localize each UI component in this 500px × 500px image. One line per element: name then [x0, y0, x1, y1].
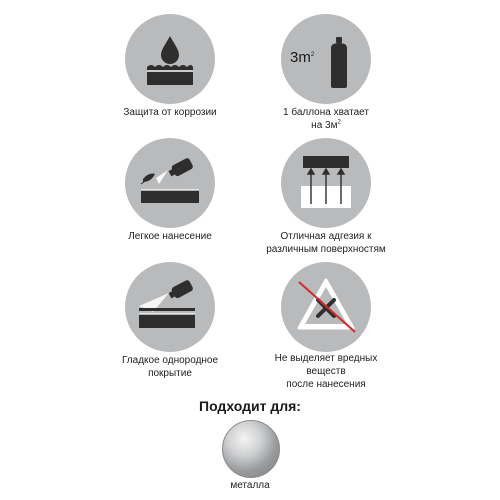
no-hazard-triangle-icon: [281, 262, 371, 352]
feature-label-line: Отличная адгезия к: [280, 231, 372, 242]
spray-feather-icon: [125, 138, 215, 228]
feature-label: [216, 230, 436, 256]
feature-icon-circle: [281, 262, 371, 352]
feature-icon-circle: [281, 14, 371, 104]
feature-icon-circle: [125, 138, 215, 228]
adhesion-arrows-icon: [281, 138, 371, 228]
spray-smooth-coating-icon: [125, 262, 215, 352]
feature-label-line: Защита от коррозии: [123, 107, 217, 118]
feature-label-line: 1 баллона хватает: [283, 107, 369, 118]
feature-label-line: после нанесения: [286, 379, 366, 390]
feature-icon-circle: [281, 138, 371, 228]
water-drop-on-surface-icon: [125, 14, 215, 104]
feature-label-line: покрытие: [148, 368, 192, 379]
feature-icon-circle: [125, 14, 215, 104]
feature-label-line: Не выделяет вредных: [274, 353, 378, 364]
feature-icon-circle: [125, 262, 215, 352]
feature-label-line: различным поверхностям: [266, 244, 386, 255]
feature-label-sup: 2: [337, 119, 341, 126]
feature-label-line: [216, 119, 436, 132]
can-coverage-text: 3m: [290, 49, 311, 66]
metal-circle-icon: [222, 420, 280, 478]
can-coverage-sup: 2: [310, 52, 315, 58]
feature-label: [216, 106, 436, 132]
feature-label-text: на 3м: [311, 120, 338, 131]
feature-label-line: Гладкое однородное: [121, 355, 219, 366]
suits-title: Подходит для:: [199, 398, 301, 414]
feature-label: [216, 352, 436, 391]
feature-label-line: веществ: [306, 366, 346, 377]
metal-label: металла: [230, 480, 270, 491]
feature-label-line: Легкое нанесение: [128, 231, 212, 242]
